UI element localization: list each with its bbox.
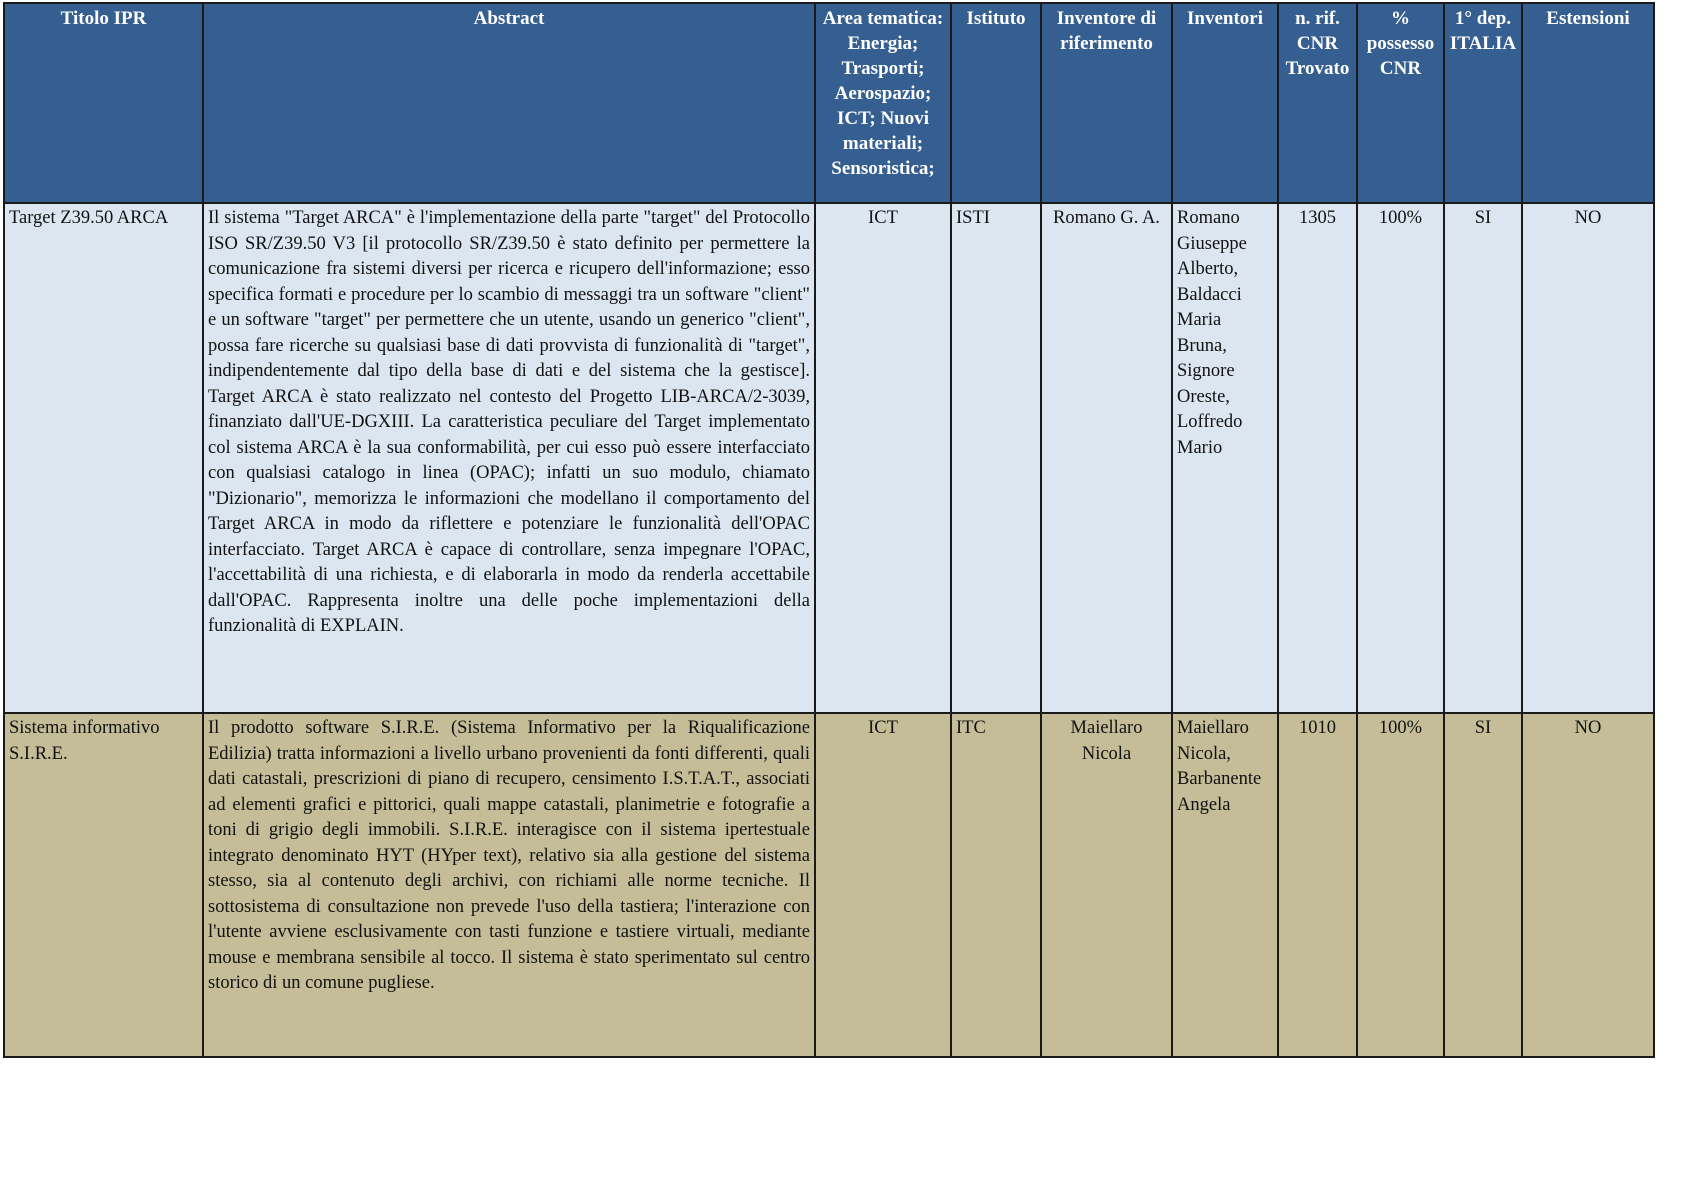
header-primo-deposito-italia: 1° dep. ITALIA [1444, 3, 1522, 203]
cell-n-rif-cnr: 1305 [1278, 203, 1357, 713]
cell-possesso-cnr: 100% [1357, 203, 1444, 713]
cell-inventori: Maiellaro Nicola, Barbanente Angela [1172, 713, 1278, 1057]
cell-area-tematica: ICT [815, 203, 951, 713]
cell-inventore-riferimento: Romano G. A. [1041, 203, 1172, 713]
header-istituto: Istituto [951, 3, 1041, 203]
cell-abstract: Il prodotto software S.I.R.E. (Sistema Informativo per la Riqualificazione Edilizia) tratta informazioni a livello urbano provenienti da fonti differenti, quali dati catastali, prescrizioni di piano di recupero, censimento I.S.T.A.T., associati ad elementi grafici e pittorici, quali mappe catastali, planimetrie e fotografie a toni di grigio degli immobili. S.I.R.E. interagisce con il sistema ipertestuale integrato denominato HYT (HYper text), relativo sia alla gestione del sistema stesso, sia al contenuto degli archivi, con richiami alle norme tecniche. Il sottosistema di consultazione non prevede l'uso della tastiera; l'interazione con l'utente avviene esclusivamente con tasti funzione e tastiere virtuali, mediante mouse e membrana sensibile al tocco. Il sistema è stato sperimentato sul centro storico di un comune pugliese. [203, 713, 815, 1057]
cell-primo-deposito-italia: SI [1444, 713, 1522, 1057]
cell-titolo-ipr: Target Z39.50 ARCA [4, 203, 203, 713]
cell-primo-deposito-italia: SI [1444, 203, 1522, 713]
cell-titolo-ipr: Sistema informativo S.I.R.E. [4, 713, 203, 1057]
table-row [4, 713, 1654, 1057]
header-area-tematica: Area tematica: Energia; Trasporti; Aerospazio; ICT; Nuovi materiali; Sensoristica; [815, 3, 951, 203]
cell-n-rif-cnr: 1010 [1278, 713, 1357, 1057]
header-titolo-ipr: Titolo IPR [4, 3, 203, 203]
cell-possesso-cnr: 100% [1357, 713, 1444, 1057]
cell-istituto: ITC [951, 713, 1041, 1057]
cell-istituto: ISTI [951, 203, 1041, 713]
header-inventori: Inventori [1172, 3, 1278, 203]
cell-inventori: Romano Giuseppe Alberto, Baldacci Maria Bruna, Signore Oreste, Loffredo Mario [1172, 203, 1278, 713]
table-body [4, 203, 1654, 1057]
cell-estensioni: NO [1522, 203, 1654, 713]
cell-abstract: Il sistema "Target ARCA" è l'implementazione della parte "target" del Protocollo ISO SR/Z39.50 V3 [il protocollo SR/Z39.50 è stato definito per permettere la comunicazione fra sistemi diversi per ricerca e ricupero dell'informazione; esso specifica formati e procedure per lo scambio di messaggi tra un software "client" e un software "target" per permettere che un utente, usando un generico "client", possa fare ricerche su qualsiasi base di dati provvista di funzionalità di "target", indipendentemente dal tipo della base di dati e del sistema che la gestisce]. Target ARCA è stato realizzato nel contesto del Progetto LIB-ARCA/2-3039, finanziato dall'UE-DGXIII. La caratteristica peculiare del Target implementato col sistema ARCA è la sua conformabilità, per cui esso può essere interfacciato con qualsiasi catalogo in linea (OPAC); infatti un suo modulo, chiamato "Dizionario", memorizza le informazioni che modellano il comportamento del Target ARCA in modo da riflettere e potenziare le funzionalità dell'OPAC interfacciato. Target ARCA è capace di controllare, senza impegnare l'OPAC, l'accettabilità di una richiesta, e di elaborarla in modo da renderla accettabile dall'OPAC. Rappresenta inoltre una delle poche implementazioni della funzionalità di EXPLAIN. [203, 203, 815, 713]
table-header [4, 3, 1654, 203]
header-n-rif-cnr: n. rif. CNR Trovato [1278, 3, 1357, 203]
cell-inventore-riferimento: Maiellaro Nicola [1041, 713, 1172, 1057]
header-possesso-cnr: % possesso CNR [1357, 3, 1444, 203]
ipr-table [3, 2, 1655, 1058]
header-estensioni: Estensioni [1522, 3, 1654, 203]
cell-estensioni: NO [1522, 713, 1654, 1057]
header-row [4, 3, 1654, 203]
header-inventore-riferimento: Inventore di riferimento [1041, 3, 1172, 203]
header-abstract: Abstract [203, 3, 815, 203]
table-row [4, 203, 1654, 713]
cell-area-tematica: ICT [815, 713, 951, 1057]
